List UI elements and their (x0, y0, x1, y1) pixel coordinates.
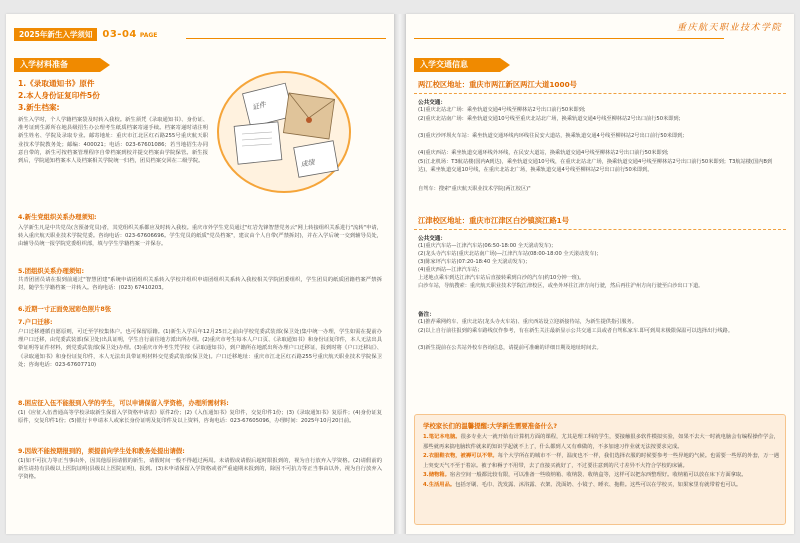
page-numbers: 03-04 (102, 28, 137, 40)
tip-item (423, 481, 779, 491)
tip-text: 很多专业大一就开始有计算机方面的课程，尤其是理工科的学生，要接触很多软件模拟实验，如果不去大一时就电脑会有编程操作学会，那些就再来搞电脑软件就来的知识学起就不上了，什么都到人又有难做的，不多加速习作业就无法按要求完成。 (423, 434, 779, 450)
header-rule-right (414, 38, 724, 39)
tips-list (423, 433, 779, 491)
campus2-line-1: (1)重庆汽车站—江津汽车站(06:50-18:00 全天滚动发车)； (418, 243, 557, 249)
s5-title: 5.团组织关系办理须知: (18, 268, 84, 275)
page-word: PAGE (139, 32, 158, 39)
campus1-drive (418, 186, 784, 194)
documents-illustration (212, 66, 352, 196)
tip-item (423, 471, 779, 481)
tip-item (423, 433, 779, 452)
notice-title: 2025年新生入学须知 (14, 28, 97, 41)
campus1-drive-label: 自驾车： (418, 186, 439, 192)
svg-text:成绩: 成绩 (300, 158, 316, 169)
s8-title: 8.困应征入伍不能报到入学的学生，可以申请保留入学资格，办理所需材料: (18, 400, 229, 407)
campus2-line-4: (4)重庆西站—江津汽车站； (418, 267, 483, 273)
left-page (6, 14, 394, 534)
s5-text: 共青团团员请在报到前通过"智慧团建"系统申请团组织关系转入学校并组织申请团组织关系转入我校相关学院团委组织，学生团员的纸质团籍档案严禁拆封，随学生学籍档案一并转入。咨询电话：(023) 67410203。 (18, 277, 382, 292)
item-id-copies: 2.本人身份证复印件5份 (18, 91, 100, 100)
campus1-line-2: (2)重庆北站南广场：乘坐轨道交通10号线至重庆北站北广场，换乘轨道交通4号线至柳林站2号出口前行50米即到; (418, 116, 681, 122)
campus1-title: 两江校区地址：重庆市两江新区两江大道1000号 (418, 80, 577, 89)
campus2-notes-label: 备注： (418, 312, 435, 318)
section-title-transport: 入学交通信息 (414, 58, 500, 72)
right-page (406, 14, 794, 534)
tip-label: 4.生活用品。 (423, 481, 456, 488)
tip-label: 1.笔记本电脑。 (423, 434, 461, 440)
tip-text: 包括牙刷、毛巾、洗发露、沐浴露、衣架、洗面奶、小镜子、睡衣、拖鞋。这些可以在学校买，如果家里有就带着也可以。 (455, 481, 742, 488)
campus2-line-6: 白沙车站，导航搜索：重庆航天职业技术学院江津校区，或坐外环往江津方向行驶，然后再往沪州方向行驶至白沙出口下道。 (418, 283, 704, 289)
campus2-line-2: (2)龙头寺汽车站(重庆北站南广场)—江津汽车站(08:00-18:00 全天滚动发车)； (418, 251, 602, 257)
campus1-line-1: (1)重庆北站北广场：乘坐轨道交通4号线至柳林站2号出口前行50米即到; (418, 107, 586, 113)
book-gutter (394, 14, 406, 534)
campus2-note-2: (2)以上自行前往报到的乘车路线仅作参考，有在新生关注最新显示公共交通工具或者自驾私家车.即可到周末极限保温可以选择出行线路。 (418, 328, 734, 334)
tips-title: 学校家长们的温馨提醒:大学新生需要准备什么? (423, 422, 558, 430)
item-archive: 3.新生档案: (18, 103, 60, 112)
page-header (14, 27, 157, 41)
campus2-line-3: (3)陈家坪汽车站(07:20-18:40 全天滚动发车)； (418, 259, 531, 265)
header-rule (186, 38, 386, 39)
campus1-line-3: (3)重庆沙坪坝火车站：乘坐轨道交通环线内环线往民安大道站，换乘轨道交通4号线至柳林站2号出口前行50米即到; (418, 133, 685, 139)
campus2-divider (414, 229, 786, 230)
campus2-note-1: (1)推荐乘网约车、重庆北站(龙头寺火车站)、重庆西站设立迎新接待站，为新生提供指引服务。 (418, 319, 637, 325)
s4-text: 入学新生凡是中共党员(含预备党员)者，其党组织关系都应及时转入我校。重庆市外学生党员通过"红岩先锋智慧党务云"网上转接组织关系进行"流转"申请，转入重庆航天职业技术学院党委。咨询电话：023-67606696。学生党员的纸质"党员档案"，建议由个人自带(严禁拆封)，并在入学后统一交到辅导员处，由辅导员统一报学院党委组织部，填与学生学籍档案一并保存。 (18, 225, 382, 248)
campus2-title: 江津校区地址：重庆市江津区白沙镇滨江路1号 (418, 216, 570, 225)
s6-title: 6.近期一寸正面免冠彩色照片8张 (18, 306, 112, 313)
tip-text: 宿舍空间一般都比较有限，可以准备一些收纳箱、收纳袋、收纳盒等，这样可以把东西整理好。收纳箱可以放在床下方面拿取。 (449, 472, 747, 479)
campus1-line-4: (4)重庆西站：乘坐轨道交通环线外环线，在民安大道站，换乘轨道交通4号线至柳林站2号出口前行50米即到; (418, 150, 669, 156)
campus1-divider (414, 93, 786, 94)
item-admission-letter: 1.《录取通知书》原件 (18, 79, 95, 88)
s9-title: 9.因故不能按期报到的，须提前向学生处和教务处提出请假: (18, 448, 185, 455)
s8-text: (1)《应征入伍普通高等学校录取新生保留入学资格申请表》原件2份；(2)《入伍通知书》复印件，交复印件1份；(3)《录取通知书》复原件；(4)身份证复原件，交复印件1份；(5)银行卡申请本人或家长身份证明及复印件及以上资料，咨询电话：023-67605096，办理时间：2025年10月20日前。 (18, 410, 382, 425)
envelope-icon (283, 93, 334, 139)
college-script-title: 重庆航天职业技术学院 (676, 23, 782, 33)
tips-box (414, 414, 786, 525)
tip-text: 每个大学所在的城市不一样，温度也不一样，我们选择衣服的时候要参考一些异地的气候。也需要一些厚的外套，万一遇上突变天气不至于着凉。被子和褥子不用带，去了直接买就好了，不过要注意到的尺寸差异不大符合学校的床铺。 (423, 453, 779, 469)
s9-text: (1)如不可抗力等正当事由外，因其他原因请假的新生，请假时间一般不得超过两周。未请假或请假后超时限报到的，视为自行放弃入学资格。(2)请假前的新生请持有县级以上医院证明(县级以上医院证明)，报到。(3)未申请保留入学资格或者严重逾期未报到的，除因不可抗力等正当事由以外，视为自行放弃入学资格。 (18, 458, 382, 481)
tip-label: 2.衣服鞋衣物，被褥可以不带。 (423, 453, 498, 460)
s7-text: 户口迁移遵循自愿原则，可迁至学校集体户。也可保留原籍。(1)新生入学后年12月25日之前由学校党委武装部(保卫处)集中统一办理，学生如需在提前办理户口迁移，由党委武装部(保卫处)出具证明，学生自行前往地方派出所办理。(2)重庆市考生每本人户口页、《录取通知书》和身份证复印件，本人无法出具带证明等证件材料，到党委武装部(保卫处)办理。(3)重庆市外考生凭学校《录取通知书》，到户籍所在地派出所办理户口迁移证，报到时将《户口迁移证》、《录取通知书》和身份证复印件，本人无法出具带证明材料交党委武装部(保卫处)。户口迁移地址：重庆市江北区红石路255号重庆航天职业技术学院保卫处；咨询电话：023-67607710) (18, 329, 382, 368)
campus2-note-3: (3)新生提前在公共站外校车咨询信息，请提前可准确的详细日期及地址时间去。 (418, 345, 602, 351)
campus1-line-5: (5)江北机场：T3航站楼(国内A到达)，乘坐轨道交通10号线，在重庆北站北广场，换乘轨道交通4号线至柳林站2号出口前行50米即到；T3航站楼(国内B到达)，乘坐轨道交通10号线，在重庆北站北广场，换乘轨道交通4号线至柳林站2号出口前行50米即到。 (418, 159, 773, 173)
section-title-materials: 入学材料准备 (14, 58, 100, 72)
tip-label: 3.储物箱。 (423, 472, 450, 479)
campus2-line-5: 上述地点乘车到达江津汽车站后直接转乘到白沙的汽车(约10分钟一班)。 (418, 275, 585, 281)
s7-title: 7.户口迁移: (18, 319, 53, 326)
archive-text: 新生入学时，个人学籍档案袋及时转入我校。新生须凭《录取通知书》、身份证、准考证到生源所在地县级招生办公理考生纸质档案寄递手续。档案寄递时请注明新生姓名、学院及录取专业。邮寄地址：重庆市江北区红石路255号重庆航天职业技术学院教务处；邮编：400021；电话：023-67601086；若当地招生办同意自带的，新生可按档案管理程序自带档案到校并提交档案由学院保管。新生报到后，学院通知档案本人及档案相关学院统一归档，团员档案交回在二级学院。 (18, 117, 208, 165)
s4-title: 4.新生党组织关系办理须知: (18, 214, 97, 221)
campus1-transit-label: 公共交通： (418, 100, 446, 106)
campus1-drive-text: 搜索"重庆航天职业技术学院(两江校区)" (438, 186, 531, 192)
tip-item (423, 452, 779, 471)
svg-text:证件: 证件 (251, 100, 267, 112)
campus2-transit-label: 公共交通： (418, 236, 446, 242)
